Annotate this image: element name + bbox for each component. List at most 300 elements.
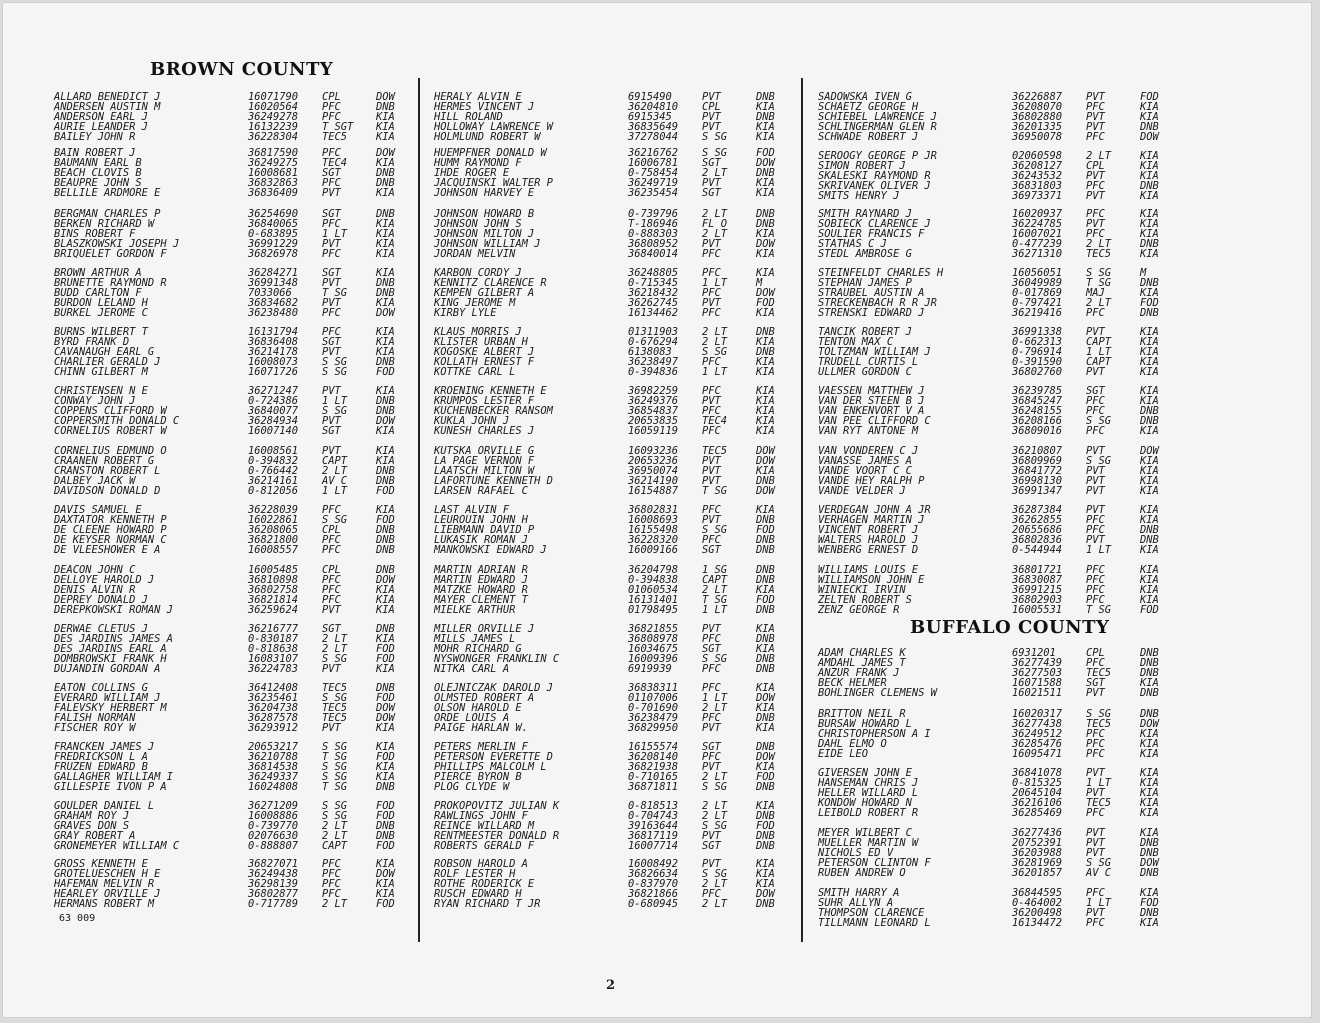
entry-status: KIA <box>756 101 775 113</box>
county-heading: BROWN COUNTY <box>150 59 334 80</box>
entry-status: KIA <box>376 594 395 606</box>
entry-rank: PVT <box>702 514 721 526</box>
entry-status: KIA <box>1140 917 1159 929</box>
entry-status: FOD <box>756 594 775 606</box>
entry-status: KIA <box>756 248 775 260</box>
entry-rank: 2 LT <box>702 800 728 812</box>
entry-name: GRAHAM ROY J <box>54 810 130 822</box>
entry-rank: PFC <box>322 878 341 890</box>
entry-name: KLISTER URBAN H <box>434 336 528 348</box>
entry-status: KIA <box>1140 385 1159 397</box>
entry-serial: 36262855 <box>1012 514 1063 526</box>
entry-rank: S SG <box>702 524 728 536</box>
column-divider <box>418 78 420 942</box>
entry-rank: PVT <box>1086 465 1105 477</box>
entry-status: FOD <box>376 840 395 852</box>
entry-status: KIA <box>1140 346 1159 358</box>
entry-name: DES JARDINS EARL A <box>54 643 167 655</box>
entry-name: GALLAGHER WILLIAM I <box>54 771 173 783</box>
entry-serial: 0-739770 <box>248 820 299 832</box>
entry-rank: PVT <box>322 346 341 358</box>
entry-name: HERALY ALVIN E <box>434 91 522 103</box>
entry-name: VAN RYT ANTONE M <box>818 425 919 437</box>
entry-serial: 0-888303 <box>628 228 679 240</box>
entry-name: ZENZ GEORGE R <box>818 604 900 616</box>
entry-serial: 0-662313 <box>1012 336 1063 348</box>
entry-serial: 36834682 <box>248 297 299 309</box>
entry-rank: PVT <box>1086 190 1105 202</box>
entry-status: DNB <box>1140 534 1159 546</box>
entry-name: STEDL AMBROSE G <box>818 248 912 260</box>
entry-status: DOW <box>756 445 775 457</box>
entry-name: DAVIS SAMUEL E <box>54 504 142 516</box>
entry-serial: 36802880 <box>1012 111 1063 123</box>
entry-serial: 36817119 <box>628 830 679 842</box>
entry-status: DNB <box>1140 907 1159 919</box>
entry-serial: 36412408 <box>248 682 299 694</box>
entry-status: DNB <box>1140 415 1159 427</box>
entry-name: LIEBMANN DAVID P <box>434 524 535 536</box>
entry-serial: 16008693 <box>628 514 679 526</box>
entry-name: THOMPSON CLARENCE <box>818 907 925 919</box>
entry-serial: 16071790 <box>248 91 299 103</box>
entry-rank: PVT <box>1086 504 1105 516</box>
entry-name: TRUDELL CURTIS L <box>818 356 919 368</box>
entry-name: ANDERSEN AUSTIN M <box>54 101 161 113</box>
entry-name: KOTTKE CARL L <box>434 366 516 378</box>
entry-serial: 16059119 <box>628 425 679 437</box>
entry-rank: PFC <box>1086 917 1105 929</box>
entry-status: FOD <box>1140 897 1159 909</box>
entry-serial: 01107006 <box>628 692 679 704</box>
entry-status: M <box>1140 267 1147 279</box>
entry-status: DNB <box>376 830 395 842</box>
entry-name: HUMM RAYMOND F <box>434 157 522 169</box>
entry-serial: 36208127 <box>1012 160 1063 172</box>
entry-status: KIA <box>756 177 775 189</box>
entry-status: DNB <box>1140 687 1159 699</box>
entry-name: VAN VONDEREN C J <box>818 445 919 457</box>
page-number: 2 <box>606 978 616 993</box>
entry-rank: SGT <box>702 643 721 655</box>
entry-name: BLASZKOWSKI JOSEPH J <box>54 238 180 250</box>
entry-rank: 2 LT <box>322 898 348 910</box>
entry-status: KIA <box>756 702 775 714</box>
entry-rank: SGT <box>322 623 341 635</box>
entry-rank: 1 LT <box>322 228 348 240</box>
entry-status: FOD <box>756 297 775 309</box>
entry-serial: 16022861 <box>248 514 299 526</box>
entry-rank: PVT <box>322 445 341 457</box>
footer-code: 63 009 <box>59 913 96 924</box>
entry-serial: 39163644 <box>628 820 679 832</box>
entry-serial: 36827071 <box>248 858 299 870</box>
entry-rank: PFC <box>322 534 341 546</box>
entry-rank: PFC <box>1086 564 1105 576</box>
entry-serial: 36249512 <box>1012 728 1063 740</box>
entry-rank: PVT <box>322 604 341 616</box>
entry-name: GRAVES DON S <box>54 820 130 832</box>
entry-status: DNB <box>376 781 395 793</box>
entry-rank: FL O <box>702 218 728 230</box>
entry-status: DNB <box>1140 657 1159 669</box>
entry-name: REINCE WILLARD M <box>434 820 535 832</box>
entry-name: CRAANEN ROBERT G <box>54 455 155 467</box>
entry-status: KIA <box>376 228 395 240</box>
entry-serial: 36214161 <box>248 475 299 487</box>
entry-status: KIA <box>376 267 395 279</box>
entry-status: KIA <box>1140 677 1159 689</box>
entry-status: FOD <box>376 810 395 822</box>
entry-serial: 36821800 <box>248 534 299 546</box>
entry-status: DNB <box>1140 647 1159 659</box>
entry-name: VANDE VOORT C C <box>818 465 912 477</box>
entry-name: EIDE LEO <box>818 748 869 760</box>
entry-serial: 20653217 <box>248 741 299 753</box>
entry-serial: 36277436 <box>1012 827 1063 839</box>
entry-rank: PVT <box>702 177 721 189</box>
entry-rank: CPL <box>1086 647 1105 659</box>
entry-status: KIA <box>376 187 395 199</box>
entry-status: KIA <box>1140 787 1159 799</box>
entry-serial: 0-818638 <box>248 643 299 655</box>
entry-name: EATON COLLINS G <box>54 682 148 694</box>
entry-status: DNB <box>756 633 775 645</box>
entry-rank: SGT <box>702 157 721 169</box>
entry-name: DAXTATOR KENNETH P <box>54 514 167 526</box>
entry-rank: PVT <box>1086 170 1105 182</box>
entry-name: VANDE HEY RALPH P <box>818 475 925 487</box>
entry-rank: PVT <box>1086 767 1105 779</box>
entry-serial: 36243532 <box>1012 170 1063 182</box>
entry-serial: 0-758454 <box>628 167 679 179</box>
entry-rank: TEC5 <box>1086 797 1112 809</box>
entry-name: TENTON MAX C <box>818 336 894 348</box>
entry-status: DNB <box>376 820 395 832</box>
entry-rank: S SG <box>1086 857 1112 869</box>
entry-name: OLMSTED ROBERT A <box>434 692 535 704</box>
entry-serial: 16020937 <box>1012 208 1063 220</box>
entry-rank: TEC5 <box>702 445 728 457</box>
entry-serial: 16154887 <box>628 485 679 497</box>
entry-rank: PVT <box>1086 787 1105 799</box>
entry-status: KIA <box>756 425 775 437</box>
entry-status: DNB <box>376 534 395 546</box>
entry-serial: 16155498 <box>628 524 679 536</box>
entry-rank: PFC <box>1086 208 1105 220</box>
entry-name: CORNELIUS ROBERT W <box>54 425 167 437</box>
entry-status: DOW <box>376 702 395 714</box>
entry-serial: 36817590 <box>248 147 299 159</box>
entry-rank: 2 LT <box>702 584 728 596</box>
entry-name: MARTIN EDWARD J <box>434 574 528 586</box>
entry-serial: 0-797421 <box>1012 297 1063 309</box>
entry-name: BEAUPRE JOHN S <box>54 177 142 189</box>
entry-serial: 36049989 <box>1012 277 1063 289</box>
entry-status: FOD <box>756 524 775 536</box>
entry-rank: S SG <box>322 741 348 753</box>
entry-name: ROLF LESTER H <box>434 868 516 880</box>
entry-serial: 36262745 <box>628 297 679 309</box>
entry-serial: 01798495 <box>628 604 679 616</box>
entry-name: SIMON ROBERT J <box>818 160 906 172</box>
entry-rank: TEC5 <box>1086 718 1112 730</box>
entry-rank: PVT <box>702 858 721 870</box>
entry-serial: 36838311 <box>628 682 679 694</box>
entry-status: KIA <box>376 131 395 143</box>
entry-name: ROBSON HAROLD A <box>434 858 528 870</box>
entry-serial: 16009166 <box>628 544 679 556</box>
entry-rank: PFC <box>1086 395 1105 407</box>
entry-serial: 36809016 <box>1012 425 1063 437</box>
entry-rank: 2 LT <box>1086 297 1112 309</box>
entry-rank: PFC <box>1086 657 1105 669</box>
entry-status: KIA <box>1140 797 1159 809</box>
entry-serial: 36841772 <box>1012 465 1063 477</box>
entry-rank: PVT <box>1086 837 1105 849</box>
entry-name: GIVERSEN JOHN E <box>818 767 912 779</box>
entry-rank: 1 LT <box>322 395 348 407</box>
entry-rank: PVT <box>322 277 341 289</box>
entry-serial: 36287384 <box>1012 504 1063 516</box>
entry-serial: 36808952 <box>628 238 679 250</box>
entry-name: SMITH RAYNARD J <box>818 208 912 220</box>
entry-name: VAN PEE CLIFFORD C <box>818 415 931 427</box>
entry-serial: 0-724386 <box>248 395 299 407</box>
entry-status: KIA <box>1140 228 1159 240</box>
entry-status: KIA <box>1140 574 1159 586</box>
entry-rank: S SG <box>702 820 728 832</box>
entry-name: WALTERS HAROLD J <box>818 534 919 546</box>
entry-status: KIA <box>376 633 395 645</box>
entry-rank: T SG <box>322 287 348 299</box>
entry-status: DNB <box>376 167 395 179</box>
entry-serial: 36228320 <box>628 534 679 546</box>
entry-serial: 36249376 <box>628 395 679 407</box>
entry-name: HILL ROLAND <box>434 111 503 123</box>
entry-name: KONDOW HOWARD N <box>818 797 912 809</box>
entry-serial: 36208070 <box>1012 101 1063 113</box>
entry-status: KIA <box>756 800 775 812</box>
entry-name: STRAUBEL AUSTIN A <box>818 287 925 299</box>
entry-serial: 36210788 <box>248 751 299 763</box>
entry-name: KARBON CORDY J <box>434 267 522 279</box>
entry-serial: 36832863 <box>248 177 299 189</box>
entry-status: DNB <box>756 346 775 358</box>
entry-serial: 36998130 <box>1012 475 1063 487</box>
entry-name: ROBERTS GERALD F <box>434 840 535 852</box>
entry-name: LA PAGE VERNON F <box>434 455 535 467</box>
entry-status: DNB <box>376 465 395 477</box>
entry-name: DERWAE CLETUS J <box>54 623 148 635</box>
entry-serial: 36248155 <box>1012 405 1063 417</box>
entry-serial: 01311903 <box>628 326 679 338</box>
entry-status: M <box>756 277 763 289</box>
entry-status: KIA <box>1140 218 1159 230</box>
entry-rank: S SG <box>322 800 348 812</box>
entry-serial: 0-544944 <box>1012 544 1063 556</box>
entry-name: JOHNSON WILLIAM J <box>434 238 541 250</box>
entry-status: KIA <box>1140 425 1159 437</box>
entry-serial: 16020317 <box>1012 708 1063 720</box>
entry-name: LAFORTUNE KENNETH D <box>434 475 553 487</box>
entry-serial: 36991215 <box>1012 584 1063 596</box>
entry-serial: 36829950 <box>628 722 679 734</box>
entry-rank: PFC <box>1086 887 1105 899</box>
entry-status: KIA <box>1140 248 1159 260</box>
entry-serial: 0-796914 <box>1012 346 1063 358</box>
entry-serial: 36210807 <box>1012 445 1063 457</box>
entry-serial: 36249278 <box>248 111 299 123</box>
entry-serial: 16021511 <box>1012 687 1063 699</box>
entry-name: DELLOYE HAROLD J <box>54 574 155 586</box>
entry-serial: 36845247 <box>1012 395 1063 407</box>
entry-status: KIA <box>376 604 395 616</box>
entry-name: LAST ALVIN F <box>434 504 510 516</box>
entry-name: BEACH CLOVIS B <box>54 167 142 179</box>
entry-name: EVERARD WILLIAM J <box>54 692 161 704</box>
entry-name: PROKOPOVITZ JULIAN K <box>434 800 560 812</box>
entry-name: JOHNSON HARVEY E <box>434 187 535 199</box>
entry-rank: 1 LT <box>702 692 728 704</box>
entry-name: NITKA CARL A <box>434 663 510 675</box>
entry-serial: 36238480 <box>248 307 299 319</box>
entry-rank: 1 LT <box>702 604 728 616</box>
entry-name: JACQUINSKI WALTER P <box>434 177 553 189</box>
entry-serial: 36249337 <box>248 771 299 783</box>
entry-name: MILLER ORVILLE J <box>434 623 535 635</box>
entry-rank: PVT <box>1086 907 1105 919</box>
entry-serial: 36249275 <box>248 157 299 169</box>
entry-name: SMITH HARRY A <box>818 887 900 899</box>
entry-name: NICHOLS ED V <box>818 847 894 859</box>
entry-rank: PVT <box>322 187 341 199</box>
entry-name: BAILEY JOHN R <box>54 131 136 143</box>
entry-serial: 36950074 <box>628 465 679 477</box>
entry-serial: T-186946 <box>628 218 679 230</box>
entry-rank: PFC <box>1086 524 1105 536</box>
entry-serial: 16008073 <box>248 356 299 368</box>
entry-serial: 36973371 <box>1012 190 1063 202</box>
entry-serial: 36238479 <box>628 712 679 724</box>
entry-name: MARTIN ADRIAN R <box>434 564 528 576</box>
entry-status: DNB <box>376 475 395 487</box>
entry-name: GOULDER DANIEL L <box>54 800 155 812</box>
entry-name: WENBERG ERNEST D <box>818 544 919 556</box>
entry-serial: 0-391590 <box>1012 356 1063 368</box>
entry-rank: PFC <box>702 663 721 675</box>
entry-name: HUEMPFNER DONALD W <box>434 147 547 159</box>
entry-status: DNB <box>756 218 775 230</box>
entry-serial: 36285476 <box>1012 738 1063 750</box>
entry-rank: PVT <box>702 761 721 773</box>
entry-serial: 36809969 <box>1012 455 1063 467</box>
entry-serial: 16131794 <box>248 326 299 338</box>
entry-rank: PFC <box>1086 425 1105 437</box>
entry-status: KIA <box>376 722 395 734</box>
entry-rank: PFC <box>702 356 721 368</box>
entry-status: DOW <box>756 485 775 497</box>
entry-serial: 0-837970 <box>628 878 679 890</box>
entry-name: BAUMANN EARL B <box>54 157 142 169</box>
entry-name: WINIECKI IRVIN <box>818 584 906 596</box>
entry-rank: PFC <box>702 405 721 417</box>
entry-serial: 36219416 <box>1012 307 1063 319</box>
entry-status: FOD <box>376 653 395 665</box>
entry-status: KIA <box>1140 827 1159 839</box>
entry-rank: S SG <box>322 771 348 783</box>
entry-status: KIA <box>376 771 395 783</box>
entry-rank: S SG <box>322 356 348 368</box>
entry-serial: 36201335 <box>1012 121 1063 133</box>
entry-serial: 36214178 <box>248 346 299 358</box>
entry-serial: 36802836 <box>1012 534 1063 546</box>
entry-rank: 1 LT <box>1086 346 1112 358</box>
entry-serial: 36836408 <box>248 336 299 348</box>
entry-rank: PFC <box>322 574 341 586</box>
entry-status: KIA <box>756 385 775 397</box>
entry-serial: 36802760 <box>1012 366 1063 378</box>
entry-status: KIA <box>1140 594 1159 606</box>
entry-rank: 2 LT <box>702 326 728 338</box>
entry-rank: 2 LT <box>702 702 728 714</box>
entry-rank: PFC <box>1086 101 1105 113</box>
entry-serial: 36284271 <box>248 267 299 279</box>
entry-serial: 16071726 <box>248 366 299 378</box>
entry-rank: PFC <box>1086 405 1105 417</box>
entry-serial: 36277503 <box>1012 667 1063 679</box>
entry-rank: SGT <box>702 840 721 852</box>
entry-status: DNB <box>376 405 395 417</box>
entry-name: ZELTEN ROBERT S <box>818 594 912 606</box>
entry-rank: CPL <box>322 564 341 576</box>
entry-serial: 36224785 <box>1012 218 1063 230</box>
entry-status: KIA <box>756 366 775 378</box>
entry-name: BINS ROBERT F <box>54 228 136 240</box>
entry-status: KIA <box>756 131 775 143</box>
entry-name: DE CLEENE HOWARD P <box>54 524 167 536</box>
entry-name: KING JEROME M <box>434 297 516 309</box>
entry-rank: SGT <box>322 208 341 220</box>
entry-serial: 16095471 <box>1012 748 1063 760</box>
entry-name: KUKLA JOHN J <box>434 415 510 427</box>
entry-serial: 36277439 <box>1012 657 1063 669</box>
entry-status: KIA <box>1140 738 1159 750</box>
entry-serial: 36950078 <box>1012 131 1063 143</box>
entry-name: DEPREY DONALD J <box>54 594 148 606</box>
entry-status: DNB <box>756 810 775 822</box>
entry-serial: 0-739796 <box>628 208 679 220</box>
entry-serial: 36201857 <box>1012 867 1063 879</box>
entry-name: DEACON JOHN C <box>54 564 136 576</box>
entry-name: LAATSCH MILTON W <box>434 465 535 477</box>
entry-rank: PFC <box>1086 228 1105 240</box>
entry-status: KIA <box>756 336 775 348</box>
entry-serial: 36216762 <box>628 147 679 159</box>
entry-status: KIA <box>1140 584 1159 596</box>
entry-status: DNB <box>756 326 775 338</box>
entry-status: FOD <box>376 898 395 910</box>
entry-rank: 2 LT <box>702 167 728 179</box>
entry-status: DNB <box>1140 708 1159 720</box>
entry-name: BAIN ROBERT J <box>54 147 136 159</box>
entry-rank: PVT <box>322 297 341 309</box>
entry-status: KIA <box>1140 170 1159 182</box>
entry-name: DE KEYSER NORMAN C <box>54 534 167 546</box>
entry-rank: S SG <box>322 405 348 417</box>
entry-serial: 36854837 <box>628 405 679 417</box>
entry-rank: PFC <box>1086 584 1105 596</box>
